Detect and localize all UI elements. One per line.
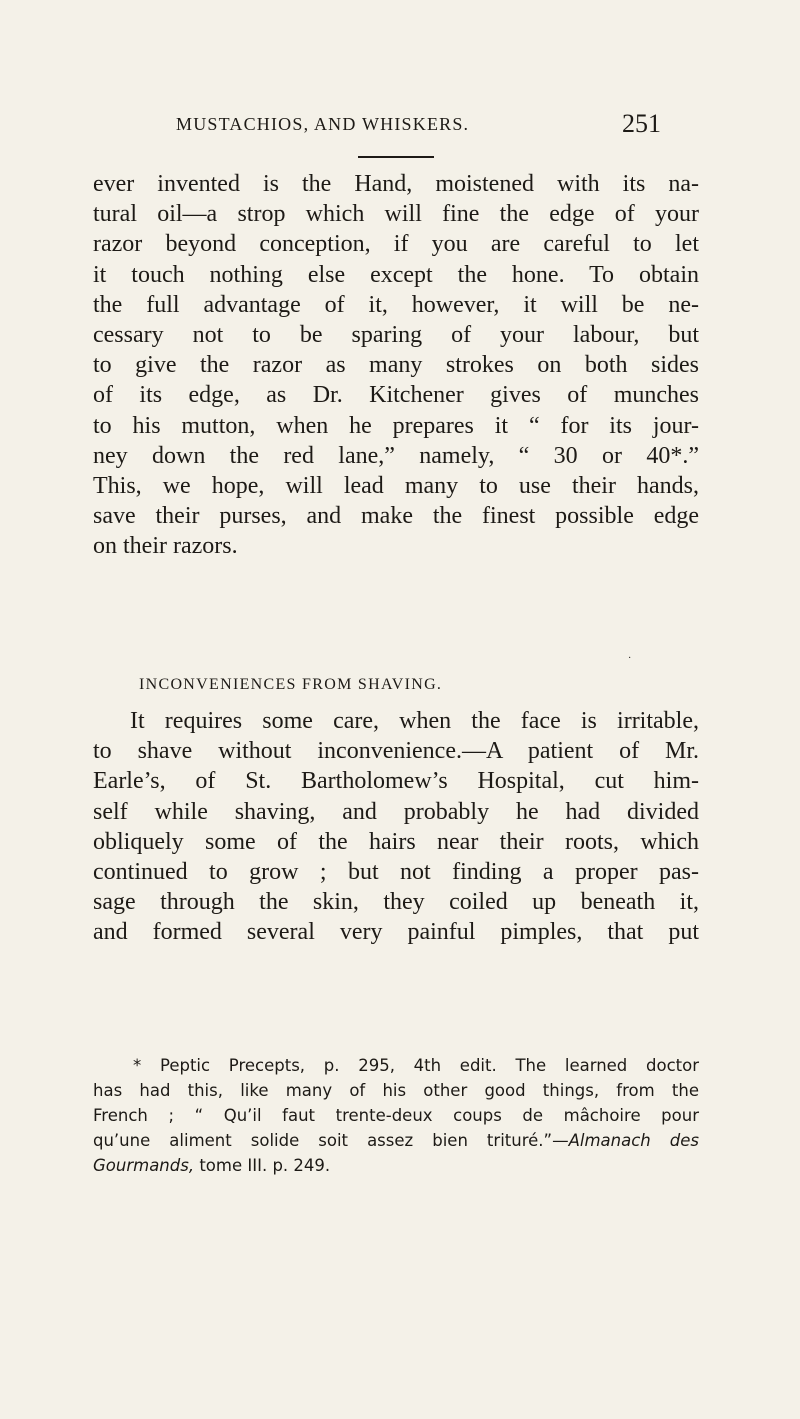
paragraph-2-line-2: to shave without inconvenience.—A patient of Mr.: [93, 738, 699, 765]
footnote-line-5-italic: Gourmands,: [93, 1156, 195, 1175]
paragraph-2-line-7: sage through the skin, they coiled up beneath it,: [93, 889, 699, 916]
paragraph-2-line-3: Earle’s, of St. Bartholomew’s Hospital, cut him-: [93, 768, 699, 795]
section-heading: INCONVENIENCES FROM SHAVING.: [139, 676, 443, 693]
footnote-line-2: has had this, like many of his other good things, from the: [93, 1081, 699, 1100]
paragraph-2-line-4: self while shaving, and probably he had divided: [93, 798, 699, 825]
paragraph-2: [93, 706, 699, 948]
running-title: MUSTACHIOS, AND WHISKERS.: [176, 114, 470, 134]
paragraph-1-line-9: to his mutton, when he prepares it “ for its jour-: [93, 412, 699, 439]
page-number: 251: [622, 109, 661, 138]
paragraph-2-line-8: and formed several very painful pimples, that put: [93, 919, 699, 946]
paragraph-1: [93, 169, 699, 562]
paragraph-1-line-3: razor beyond conception, if you are careful to let: [93, 231, 699, 258]
paragraph-1-line-12: save their purses, and make the finest possible edge: [93, 503, 699, 530]
paragraph-2-line-1: It requires some care, when the face is irritable,: [130, 708, 699, 734]
paragraph-1-line-1: ever invented is the Hand, moistened with its na-: [93, 171, 699, 197]
paragraph-1-line-13: on their razors.: [93, 533, 238, 560]
header-rule: [358, 156, 434, 158]
paragraph-1-line-2: tural oil—a strop which will fine the edge of your: [93, 201, 699, 228]
footnote-line-4: [93, 1128, 699, 1153]
footnote-line-4-text: qu’une aliment solide soit assez bien trituré.”—: [93, 1131, 569, 1150]
footnote-line-5-text: tome III. p. 249.: [194, 1156, 331, 1175]
footnote-line-5: [93, 1153, 699, 1178]
paragraph-1-line-11: This, we hope, will lead many to use their hands,: [93, 473, 699, 500]
footnote-line-1: * Peptic Precepts, p. 295, 4th edit. The learned doctor: [133, 1056, 699, 1075]
print-mark: ·: [628, 653, 632, 664]
footnote-line-3: French ; “ Qu’il faut trente-deux coups de mâchoire pour: [93, 1106, 699, 1125]
paragraph-1-line-8: of its edge, as Dr. Kitchener gives of munches: [93, 382, 699, 409]
paragraph-1-line-5: the full advantage of it, however, it will be ne-: [93, 291, 699, 318]
footnote-line-4-italic: Almanach des: [568, 1131, 699, 1150]
paragraph-1-line-10: ney down the red lane,” namely, “ 30 or 40*.”: [93, 442, 699, 469]
footnote: [93, 1053, 699, 1178]
paragraph-1-line-7: to give the razor as many strokes on both sides: [93, 352, 699, 379]
paragraph-2-line-6: continued to grow ; but not finding a proper pas-: [93, 859, 699, 886]
paragraph-1-line-4: it touch nothing else except the hone. To obtain: [93, 261, 699, 288]
paragraph-2-line-5: obliquely some of the hairs near their roots, which: [93, 828, 699, 855]
paragraph-1-line-6: cessary not to be sparing of your labour, but: [93, 322, 699, 349]
